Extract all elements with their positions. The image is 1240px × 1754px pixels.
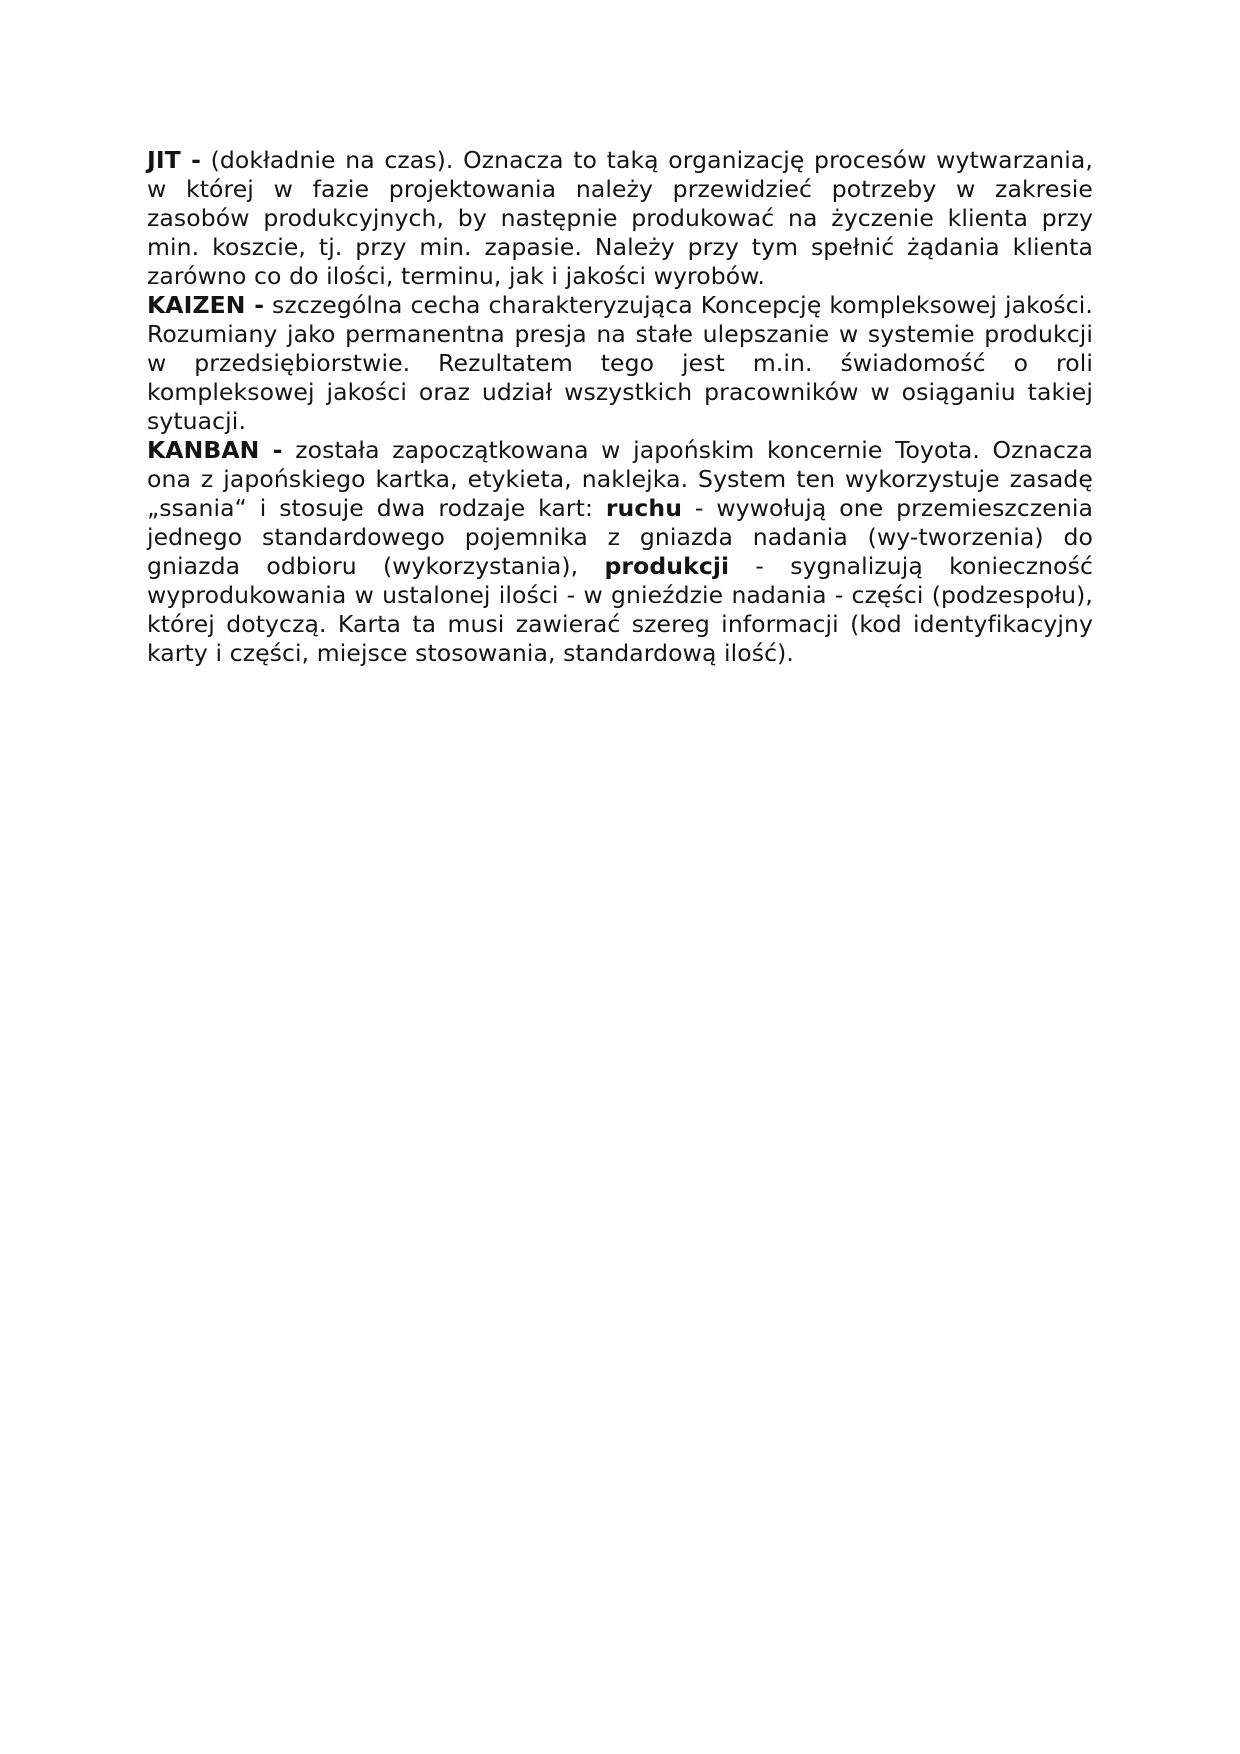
document-page [147,146,1093,668]
paragraph-kaizen [147,291,1093,436]
term-kaizen: KAIZEN - [147,291,265,319]
paragraph-jit [147,146,1093,291]
term-jit: JIT - [147,146,202,174]
definition-jit: (dokładnie na czas). Oznacza to taką organizację procesów wytwarzania, w której w fazie projektowania należy przewidzieć potrzeby w zakresie zasobów produkcyjnych, by następnie produkować na życzenie klienta przy min. koszcie, tj. przy min. zapasie. Należy przy tym spełnić żądania klienta zarówno co do ilości, terminu, jak i jakości wyrobów. [147,146,1093,290]
definition-kanban-part-1: została zapoczątkowana w japońskim koncernie Toyota. Oznacza ona z japońskiego kartka, etykieta, naklejka. System ten wykorzystuje zasadę „ssania“ i stosuje dwa rodzaje kart: [147,436,1093,522]
definition-kanban-part-2: - wywołują one przemieszczenia jednego standardowego pojemnika z gniazda nadania (wy-tworzenia) do gniazda odbioru (wykorzystania), [147,494,1093,580]
paragraph-kanban [147,436,1093,668]
term-kanban: KANBAN - [147,436,283,464]
term-produkcji: produkcji [604,552,730,580]
definition-kaizen: szczególna cecha charakteryzująca Koncepcję kompleksowej jakości. Rozumiany jako permanentna presja na stałe ulepszanie w systemie produkcji w przedsiębiorstwie. Rezultatem tego jest m.in. świadomość o roli kompleksowej jakości oraz udział wszystkich pracowników w osiąganiu takiej sytuacji. [147,291,1093,435]
definition-kanban-part-3: - sygnalizują konieczność wyprodukowania w ustalonej ilości - w gnieździe nadania - części (podzespołu), której dotyczą. Karta ta musi zawierać szereg informacji (kod identyfikacyjny karty i części, miejsce stosowania, standardową ilość). [147,552,1093,667]
term-ruchu: ruchu [605,494,683,522]
